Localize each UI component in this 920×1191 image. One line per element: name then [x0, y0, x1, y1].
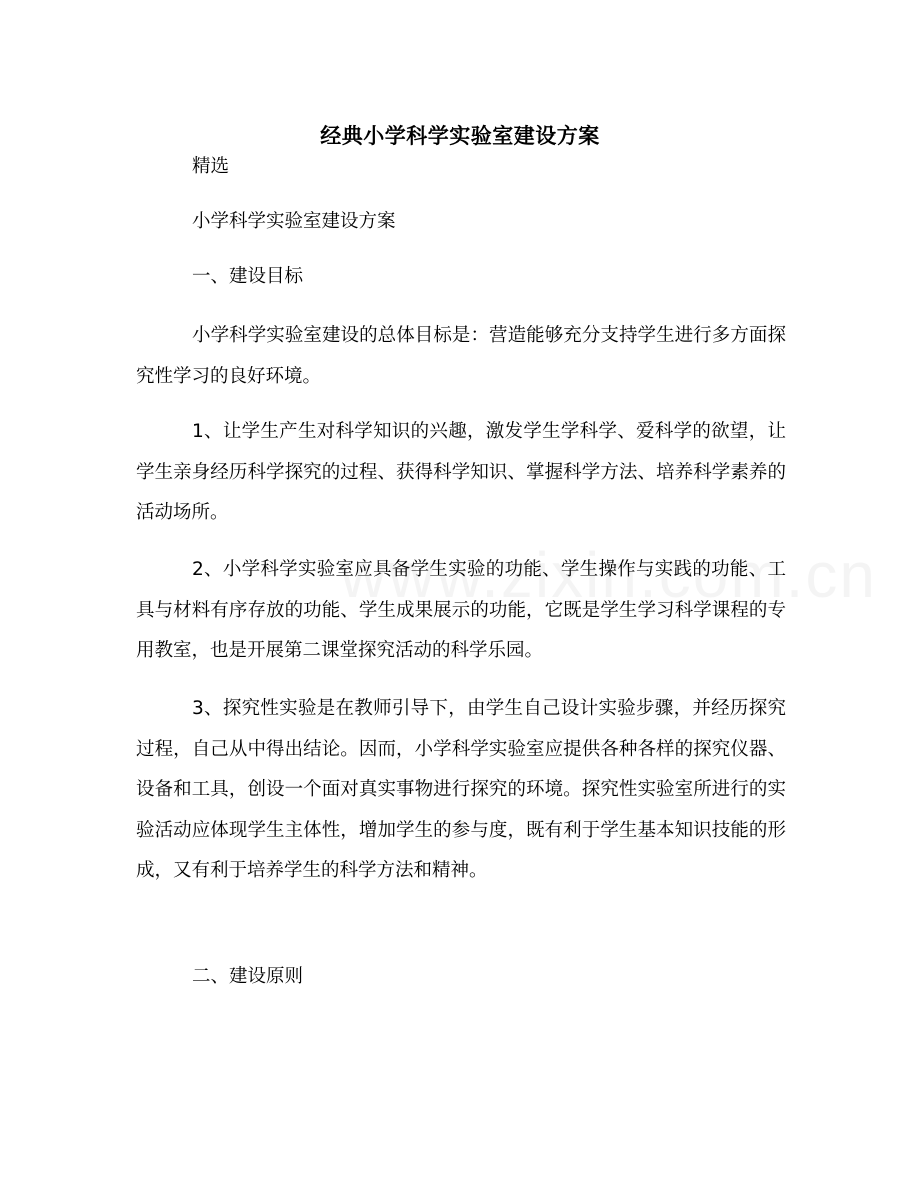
section-heading-2: 二、建设原则 [192, 966, 304, 987]
subtitle: 精选 [192, 156, 230, 177]
intro-paragraph: 小学科学实验室建设的总体目标是：营造能够充分支持学生进行多方面探究性学习的良好环境。 [136, 325, 786, 387]
paragraph-item-1: 1、让学生产生对科学知识的兴趣，激发学生学科学、爱科学的欲望，让学生亲身经历科学探究的过程、获得科学知识、掌握科学方法、培养科学素养的活动场所。 [136, 421, 786, 523]
paragraph-item-3: 3、探究性实验是在教师引导下，由学生自己设计实验步骤，并经历探究过程，自己从中得出结论。因而，小学科学实验室应提供各种各样的探究仪器、设备和工具，创设一个面对真实事物进行探究的环境。探究性实验室所进行的实验活动应体现学生主体性，增加学生的参与度，既有利于学生基本知识技能的形成，又有利于培养学生的科学方法和精神。 [136, 698, 786, 881]
section-heading-1: 一、建设目标 [192, 266, 304, 287]
document-title: 经典小学科学实验室建设方案 [320, 124, 600, 148]
heading: 小学科学实验室建设方案 [192, 211, 396, 232]
paragraph-item-2: 2、小学科学实验室应具备学生实验的功能、学生操作与实践的功能、工具与材料有序存放的功能、学生成果展示的功能，它既是学生学习科学课程的专用教室，也是开展第二课堂探究活动的科学乐园。 [136, 559, 786, 661]
